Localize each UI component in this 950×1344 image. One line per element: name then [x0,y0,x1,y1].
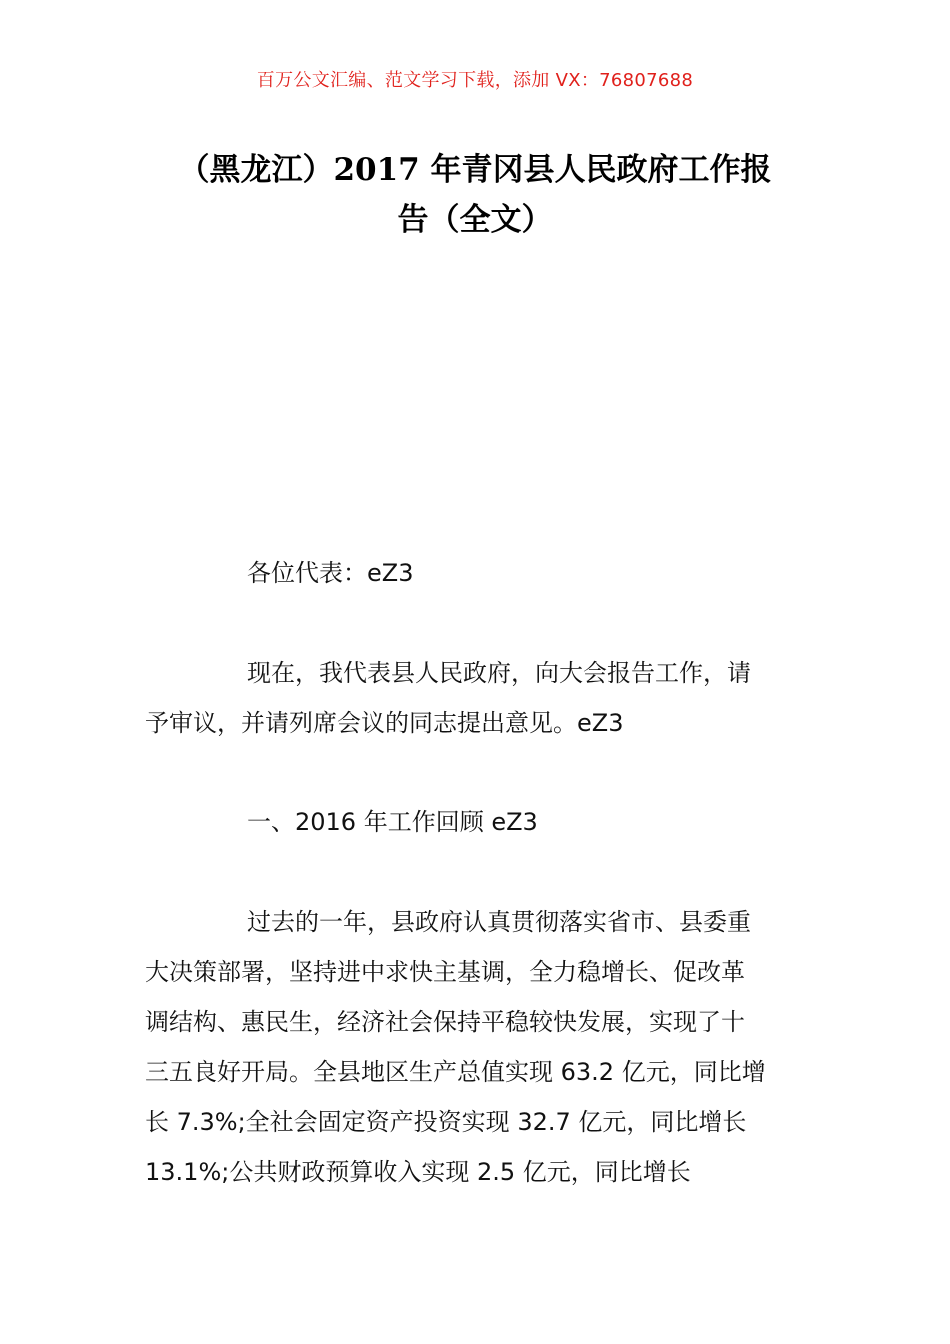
review-line-6: 13.1%;公共财政预算收入实现 2.5 亿元，同比增长 [145,1158,691,1186]
review-line-3: 调结构、惠民生，经济社会保持平稳较快发展，实现了十 [145,1008,745,1036]
intro-line-2: 予审议，并请列席会议的同志提出意见。eZ3 [145,709,624,737]
intro-line-1: 现在，我代表县人民政府，向大会报告工作，请 [247,659,751,687]
header-banner: 百万公文汇编、范文学习下载，添加 VX：76807688 [256,70,694,91]
document-title-line-2: 告（全文） [397,202,553,238]
review-line-5: 长 7.3%;全社会固定资产投资实现 32.7 亿元，同比增长 [145,1108,747,1136]
review-line-2: 大决策部署，坚持进中求快主基调，全力稳增长、促改革 [145,958,745,986]
review-line-1: 过去的一年，县政府认真贯彻落实省市、县委重 [247,908,751,936]
section-heading: 一、2016 年工作回顾 eZ3 [247,808,538,836]
review-line-4: 三五良好开局。全县地区生产总值实现 63.2 亿元，同比增 [145,1058,766,1086]
document-title-line-1: （黑龙江）2017 年青冈县人民政府工作报 [178,152,772,188]
salutation: 各位代表：eZ3 [247,559,414,587]
